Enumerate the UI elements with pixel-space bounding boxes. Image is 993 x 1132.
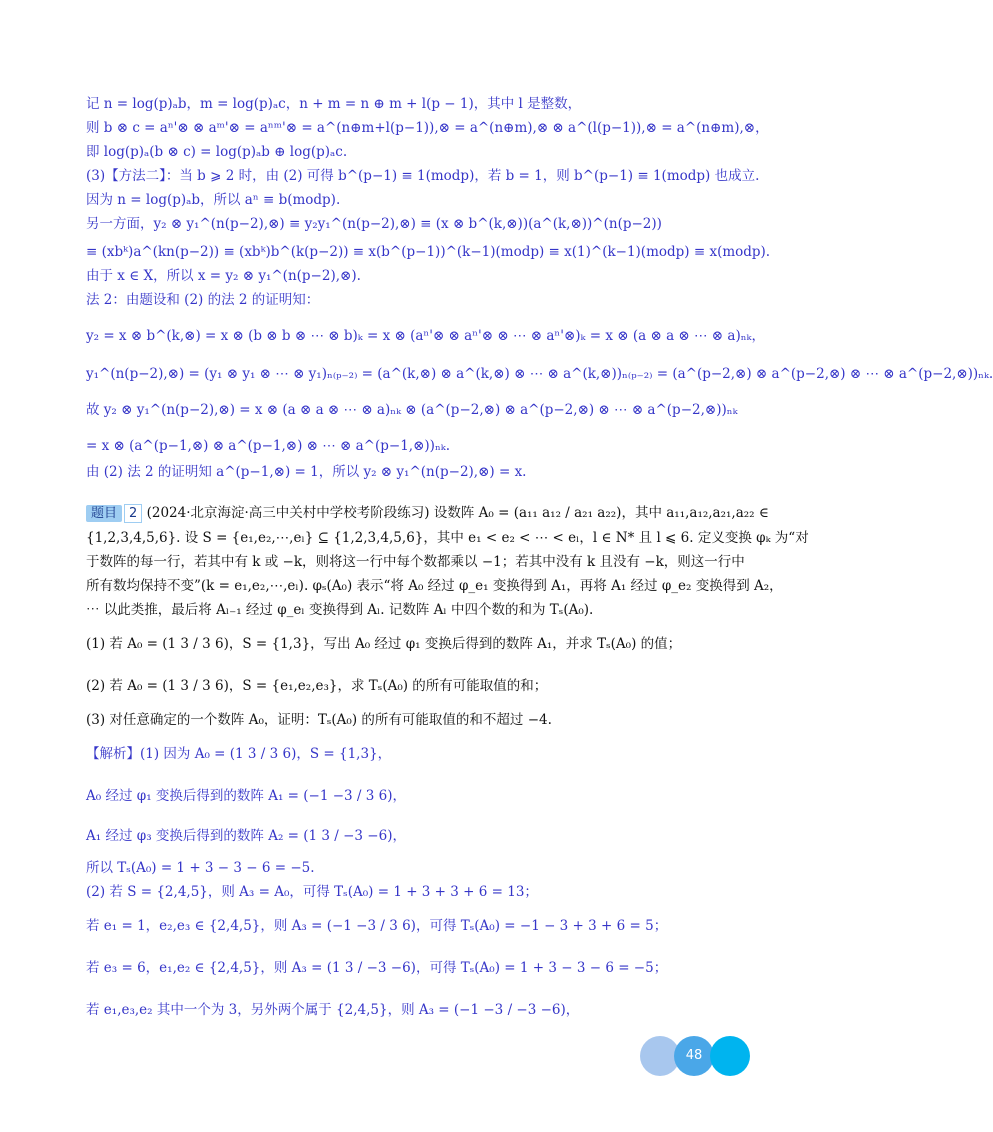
text-line: A₁ 经过 φ₃ 变换后得到的数阵 A₂ = (1 3 / −3 −6)， [86,828,406,844]
text-line: = x ⊗ (a^(p−1,⊗) ⊗ a^(p−1,⊗) ⊗ ⋯ ⊗ a^(p−1,⊗))ₙₖ. [86,438,450,454]
problem-number: 2 [124,504,142,523]
text-line: 若 e₃ = 6，e₁,e₂ ∈ {2,4,5}，则 A₃ = (1 3 / −3 −6)，可得 Tₛ(A₀) = 1 + 3 − 3 − 6 = −5； [86,960,668,976]
text-line: 另一方面，y₂ ⊗ y₁^(n(p−2),⊗) ≡ y₂y₁^(n(p−2),⊗) ≡ (x ⊗ b^(k,⊗))(a^(k,⊗))^(n(p−2)) [86,216,662,232]
problem-label: 题目 [86,505,122,522]
text-line: (3)【方法二】：当 b ⩾ 2 时，由 (2) 可得 b^(p−1) ≡ 1(modp)，若 b = 1，则 b^(p−1) ≡ 1(modp) 也成立. [86,168,760,184]
text-line: 所以 Tₛ(A₀) = 1 + 3 − 3 − 6 = −5. [86,860,315,876]
text-line: 【解析】(1) 因为 A₀ = (1 3 / 3 6)，S = {1,3}， [86,746,392,762]
text-line: 由 (2) 法 2 的证明知 a^(p−1,⊗) = 1，所以 y₂ ⊗ y₁^(n(p−2),⊗) = x. [86,464,527,480]
text-line: {1,2,3,4,5,6}. 设 S = {e₁,e₂,⋯,eₗ} ⊆ {1,2,3,4,5,6}，其中 e₁ < e₂ < ⋯ < eₗ，l ∈ N* 且 l ⩽ 6. 定义变换 φₖ 为“对 [86,530,809,546]
text-line: 法 2：由题设和 (2) 的法 2 的证明知： [86,292,320,308]
text-line: 若 e₁,e₃,e₂ 其中一个为 3，另外两个属于 {2,4,5}，则 A₃ = (−1 −3 / −3 −6)， [86,1002,580,1018]
page-number-badge [640,1036,760,1080]
text-line: 由于 x ∈ X，所以 x = y₂ ⊗ y₁^(n(p−2),⊗). [86,268,361,284]
badge-circle-cyan [710,1036,750,1076]
problem-header [86,504,769,523]
text-line: ≡ (xbᵏ)a^(kn(p−2)) ≡ (xbᵏ)b^(k(p−2)) ≡ x(b^(p−1))^(k−1)(modp) ≡ x(1)^(k−1)(modp) ≡ x(modp). [86,244,771,260]
text-line: y₂ = x ⊗ b^(k,⊗) = x ⊗ (b ⊗ b ⊗ ⋯ ⊗ b)ₖ = x ⊗ (aⁿ'⊗ ⊗ aⁿ'⊗ ⊗ ⋯ ⊗ aⁿ'⊗)ₖ = x ⊗ (a ⊗ a ⊗ ⋯ ⊗ a)ₙₖ， [86,328,765,344]
text-line: 则 b ⊗ c = aⁿ'⊗ ⊗ aᵐ'⊗ = aⁿᵐ'⊗ = a^(n⊕m+l(p−1)),⊗ = a^(n⊕m),⊗ ⊗ a^(l(p−1)),⊗ = a^(n⊕m),⊗， [86,120,769,136]
page-number: 48 [685,1048,703,1063]
text-line: 故 y₂ ⊗ y₁^(n(p−2),⊗) = x ⊗ (a ⊗ a ⊗ ⋯ ⊗ a)ₙₖ ⊗ (a^(p−2,⊗) ⊗ a^(p−2,⊗) ⊗ ⋯ ⊗ a^(p−2,⊗))ₙₖ [86,402,738,418]
text-line: 即 log(p)ₐ(b ⊗ c) = log(p)ₐb ⊕ log(p)ₐc. [86,144,348,160]
text-line: 因为 n = log(p)ₐb，所以 aⁿ ≡ b(modp). [86,192,341,208]
text-line: 记 n = log(p)ₐb，m = log(p)ₐc，n + m = n ⊕ m + l(p − 1)，其中 l 是整数， [86,96,582,112]
text-line: y₁^(n(p−2),⊗) = (y₁ ⊗ y₁ ⊗ ⋯ ⊗ y₁)ₙ₍ₚ₋₂₎ = (a^(k,⊗) ⊗ a^(k,⊗) ⊗ ⋯ ⊗ a^(k,⊗))ₙ₍ₚ₋₂₎ = (a^(p−2,⊗) ⊗ a^(p−2,⊗) ⊗ ⋯ ⊗ a^(p−2,⊗))ₙₖ. [86,366,993,382]
text-line: (1) 若 A₀ = (1 3 / 3 6)，S = {1,3}，写出 A₀ 经过 φ₁ 变换后得到的数阵 A₁，并求 Tₛ(A₀) 的值； [86,636,682,652]
text-line: (3) 对任意确定的一个数阵 A₀，证明：Tₛ(A₀) 的所有可能取值的和不超过 −4. [86,712,552,728]
text-line: 所有数均保持不变”(k = e₁,e₂,⋯,eₗ). φₛ(A₀) 表示“将 A₀ 经过 φ_e₁ 变换得到 A₁，再将 A₁ 经过 φ_e₂ 变换得到 A₂， [86,578,783,594]
text-line: (2) 若 S = {2,4,5}，则 A₃ = A₀，可得 Tₛ(A₀) = 1 + 3 + 3 + 6 = 13； [86,884,538,900]
text-line: 于数阵的每一行，若其中有 k 或 −k，则将这一行中每个数都乘以 −1；若其中没有 k 且没有 −k，则这一行中 [86,554,745,570]
text-line: ⋯ 以此类推，最后将 Aₗ₋₁ 经过 φ_eₗ 变换得到 Aₗ. 记数阵 Aₗ 中四个数的和为 Tₛ(A₀). [86,602,594,618]
text-line: (2) 若 A₀ = (1 3 / 3 6)，S = {e₁,e₂,e₃}，求 Tₛ(A₀) 的所有可能取值的和； [86,678,548,694]
problem-header-text: (2024·北京海淀·高三中关村中学校考阶段练习) 设数阵 A₀ = (a₁₁ a₁₂ / a₂₁ a₂₂)，其中 a₁₁,a₁₂,a₂₁,a₂₂ ∈ [146,505,769,521]
text-line: 若 e₁ = 1，e₂,e₃ ∈ {2,4,5}，则 A₃ = (−1 −3 / 3 6)，可得 Tₛ(A₀) = −1 − 3 + 3 + 6 = 5； [86,918,668,934]
text-line: A₀ 经过 φ₁ 变换后得到的数阵 A₁ = (−1 −3 / 3 6)， [86,788,406,804]
